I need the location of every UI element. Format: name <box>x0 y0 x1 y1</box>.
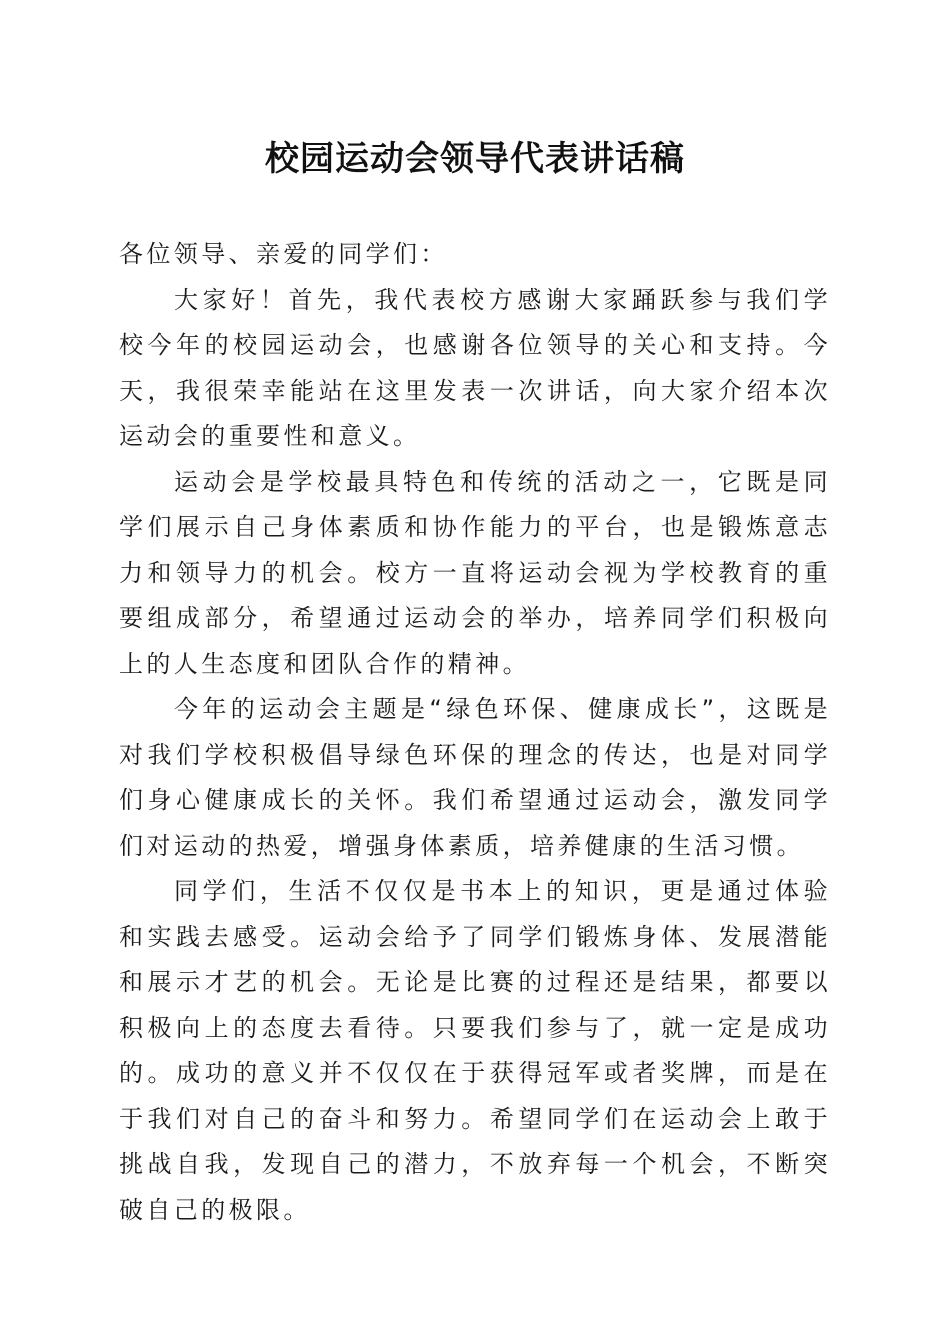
document-body <box>119 232 831 1233</box>
salutation: 各位领导、亲爱的同学们： <box>119 240 448 268</box>
document-title: 校园运动会领导代表讲话稿 <box>265 139 685 179</box>
paragraph-2: 运动会是学校最具特色和传统的活动之一，它既是同学们展示自己身体素质和协作能力的平台，也是锻炼意志力和领导力的机会。校方一直将运动会视为学校教育的重要组成部分，希望通过运动会的举办，培养同学们积极向上的人生态度和团队合作的精神。 <box>119 467 831 678</box>
paragraph-4: 同学们，生活不仅仅是书本上的知识，更是通过体验和实践去感受。运动会给予了同学们锻炼身体、发展潜能和展示才艺的机会。无论是比赛的过程还是结果，都要以积极向上的态度去看待。只要我们参与了，就一定是成功的。成功的意义并不仅仅在于获得冠军或者奖牌，而是在于我们对自己的奋斗和努力。希望同学们在运动会上敢于挑战自我，发现自己的潜力，不放弃每一个机会，不断突破自己的极限。 <box>119 877 831 1224</box>
paragraph-1: 大家好！首先，我代表校方感谢大家踊跃参与我们学校今年的校园运动会，也感谢各位领导的关心和支持。今天，我很荣幸能站在这里发表一次讲话，向大家介绍本次运动会的重要性和意义。 <box>119 285 831 450</box>
paragraph-3: 今年的运动会主题是“绿色环保、健康成长”，这既是对我们学校积极倡导绿色环保的理念的传达，也是对同学们身心健康成长的关怀。我们希望通过运动会，激发同学们对运动的热爱，增强身体素质，培养健康的生活习惯。 <box>119 695 831 860</box>
